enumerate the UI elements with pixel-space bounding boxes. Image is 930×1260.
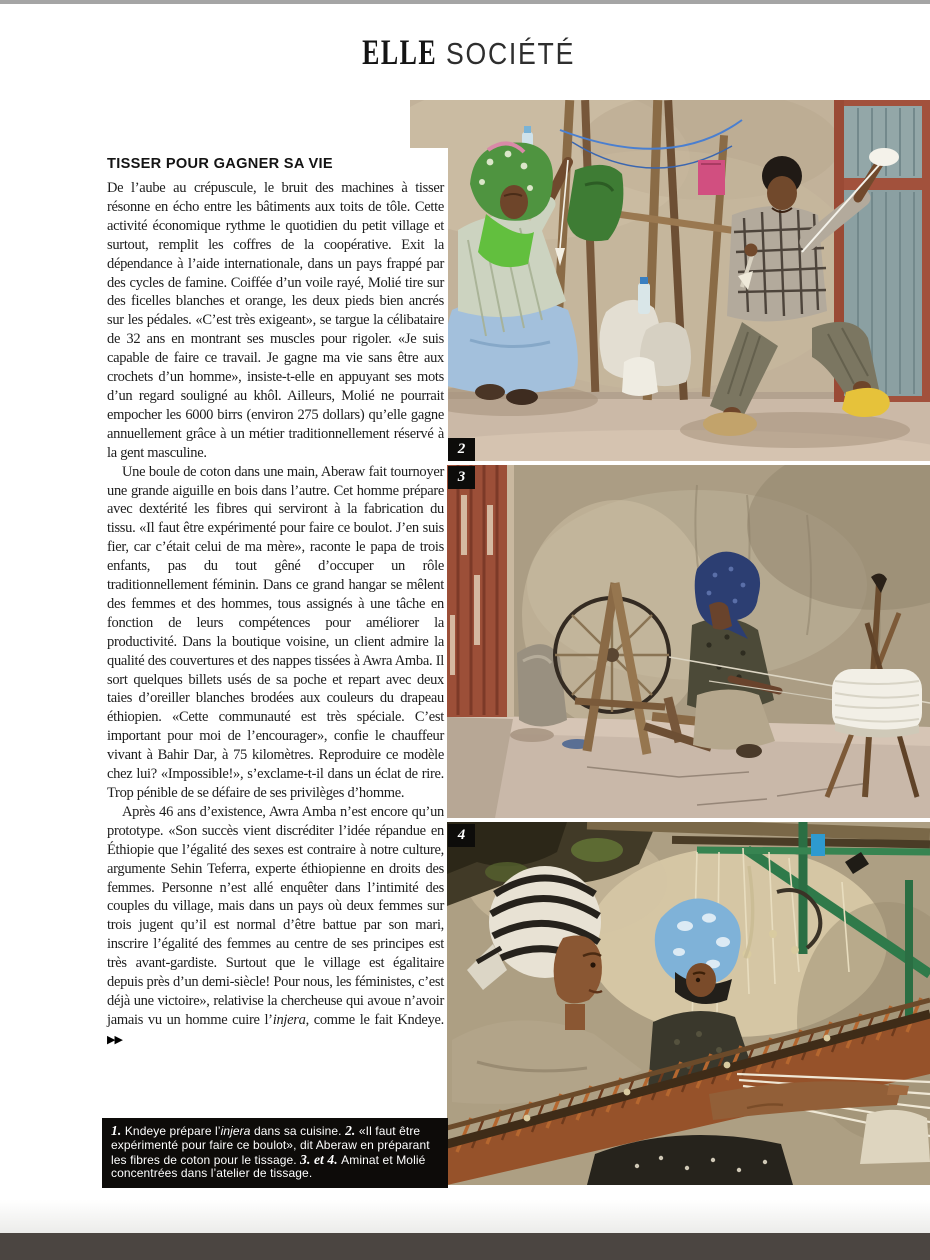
caption-number-2: 2.	[345, 1123, 359, 1138]
paragraph-3	[107, 803, 444, 1050]
paragraph-3-italic-word: injera	[272, 1011, 306, 1028]
caption-text-2: dans sa cuisine.	[250, 1124, 346, 1138]
photo-badge-3: 3	[448, 466, 475, 489]
paragraph-2: Une boule de coton dans une main, Aberaw fait tournoyer une grande aiguille en bois dans l’autre. Cet homme prépare avec dextérité les fibres qui serviront à la fabrication du tissu. «Il faut être expérimenté pour faire ce boulot. J’en suis fier, car c’était celui de ma mère», raconte le papa de trois enfants, pas du tout gêné d’occuper un rôle traditionnellement féminin. Dans ce grand hangar se mêlent des femmes et des hommes, tous assignés à une tâche en fonction de leurs compétences pour améliorer la productivité. Dans la boutique voisine, un client admire la qualité des couvertures et des nappes tissées à Awra Amba. Il sort quelques billets usés de sa poche et repart avec deux taies d’oreiller blanches brodées aux couleurs du drapeau éthiopien. «Cette communauté est très spéciale. C’est important pour moi de l’encourager», confie le chauffeur vivant à Bahir Dar, à 75 kilomètres. Reproduire ce modèle chez lui? «Impossible!», s’exclame-t-il dans un éclat de rire. Trop pénible de se défaire de ses privilèges d’homme.	[107, 463, 444, 801]
caption-box	[102, 1118, 448, 1188]
section-title: SOCIÉTÉ	[446, 36, 576, 71]
photo-3-weaving-loom	[447, 822, 930, 1185]
caption-number-1: 1.	[111, 1123, 125, 1138]
caption-text-4: Aminat et Molié concentrées dans l’atelier de tissage.	[111, 1152, 426, 1181]
photo-2-illustration	[447, 465, 930, 818]
page-top-strip	[0, 0, 930, 4]
page-bottom-shade	[0, 1200, 930, 1233]
photo-2-spinning-wheel	[447, 465, 930, 818]
paragraph-3-tail: , comme le fait Kndeye.	[305, 1011, 444, 1028]
photo-badge-2: 2	[448, 438, 475, 461]
elle-logo: ELLE	[362, 32, 438, 72]
paragraph-1: De l’aube au crépuscule, le bruit des machines à tisser résonne en écho entre les bâtiments aux toits de tôle. Cette activité économique rythme le quotidien du petit village et surtout, remplit les coffres de la coopérative. Exit la dépendance à l’aide internationale, dans un pays frappé par des cycles de famine. Coiffée d’un voile rayé, Molié tire sur des ficelles blanches et orange, les deux pieds bien ancrés sur les pédales. «C’est très exigeant», se targue la célibataire de 32 ans en montrant ses muscles pour rigoler. «Je suis capable de faire ce travail. Je gagne ma vie sans être aux crochets d’un homme», insiste-t-elle en appuyant ses mots d’un regard souligné au khôl. Ailleurs, Molié ne pourrait empocher les 6000 birrs (environ 275 dollars) qu’elle gagne annuellement grâce à un métier traditionnellement réservé à la gent masculine.	[107, 180, 444, 461]
caption-numbers-3-4: 3. et 4.	[300, 1151, 342, 1167]
continuation-arrows-icon: ▶▶	[107, 1033, 122, 1046]
photo-badge-4: 4	[448, 824, 475, 847]
paragraph-3-text: Après 46 ans d’existence, Awra Amba n’est encore qu’un prototype. «Son succès vient discréditer l’idée répandue en Éthiopie que l’égalité des sexes est contraire à notre culture, argumente Sehin Teferra, experte éthiopienne en droits des femmes. Personne n’est allé enquêter dans l’intimité des couples du village, mais dans un pays où deux femmes sur trois jugent qu’il est normal d’être battue par son mari, inscrire l’égalité des femmes au centre de ses principes est très avant-gardiste. Surtout que le village est égalitaire depuis près d’un demi-siècle! Pour nous, les féministes, c’est déjà une victoire», relativise la chercheuse qui avoue n’avoir jamais vu un homme cuire l’	[107, 803, 444, 1028]
caption-text-1: Kndeye prépare l’	[124, 1124, 221, 1138]
photo-1-illustration	[410, 100, 930, 461]
page-bottom-bar	[0, 1233, 930, 1260]
caption-text-3: «Il faut être expérimenté pour faire ce boulot», dit Aberaw en préparant les fibres de coton pour le tissage.	[111, 1124, 430, 1167]
photo-1-spinners	[410, 100, 930, 461]
photo-3-illustration	[447, 822, 930, 1185]
caption-italic-injera: injera	[220, 1124, 251, 1138]
masthead	[0, 34, 930, 70]
article-heading: TISSER POUR GAGNER SA VIE	[107, 156, 333, 172]
article-column	[107, 156, 444, 1050]
